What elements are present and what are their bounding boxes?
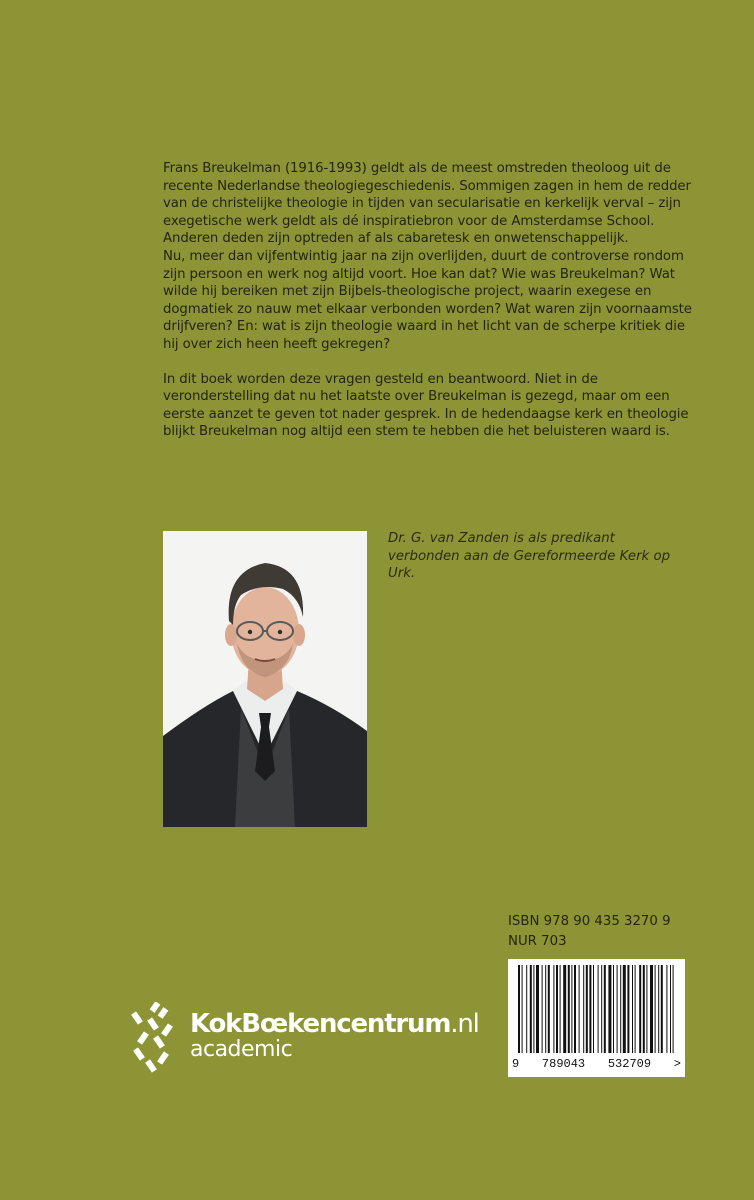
barcode-bar	[620, 965, 621, 1053]
barcode-bar	[627, 965, 629, 1053]
barcode-bar	[623, 965, 626, 1053]
isbn-block	[508, 912, 671, 951]
barcode-bar	[632, 965, 633, 1053]
isbn-barcode	[508, 959, 685, 1077]
barcode-bar	[661, 965, 663, 1053]
barcode-bar	[655, 965, 656, 1053]
barcode-bar	[574, 965, 576, 1053]
barcode-digit-lead: 9	[512, 1057, 520, 1071]
barcode-bars	[508, 959, 685, 1059]
barcode-bar	[639, 965, 641, 1053]
barcode-bar	[666, 965, 667, 1053]
barcode-bar	[530, 965, 532, 1053]
barcode-bar	[586, 965, 588, 1053]
barcode-bar	[533, 965, 534, 1053]
barcode-bar	[598, 965, 599, 1053]
barcode-bar	[522, 965, 523, 1053]
barcode-bar	[563, 965, 566, 1053]
barcode-bar	[583, 965, 584, 1053]
barcode-bar	[670, 965, 671, 1053]
barcode-bar	[646, 965, 647, 1053]
barcode-bar	[604, 965, 606, 1053]
barcode-bar	[608, 965, 611, 1053]
barcode-digit-group-2: 532709	[607, 1057, 652, 1071]
author-portrait-illustration	[163, 531, 367, 827]
barcode-bar	[542, 965, 543, 1053]
barcode-bar	[589, 965, 591, 1053]
barcode-bar	[650, 965, 653, 1053]
barcode-bar	[643, 965, 645, 1053]
barcode-bar	[571, 965, 572, 1053]
nur-code: NUR 703	[508, 933, 567, 949]
back-cover-blurb	[163, 160, 693, 441]
author-note: Dr. G. van Zanden is als predikant verbonden aan de Gereformeerde Kerk op Urk.	[388, 531, 671, 582]
barcode-bar	[601, 965, 602, 1053]
barcode-bar	[536, 965, 539, 1053]
publisher-logo	[190, 1010, 479, 1062]
stylized-x-figure-icon	[130, 1002, 178, 1074]
barcode-bar	[579, 965, 580, 1053]
isbn-number: ISBN 978 90 435 3270 9	[508, 914, 671, 929]
barcode-bar	[548, 965, 550, 1053]
barcode-bar	[658, 965, 659, 1053]
blurb-paragraph-1: Frans Breukelman (1916-1993) geldt als de meest omstreden theoloog uit de recente Nederlandse theologiegeschiedenis. Sommigen zagen in hem de redder van de christelijke theologie in tijden van secularisatie en kerkelijk verval – zijn exegetische werk geldt als dé inspiratiebron voor de Amsterdamse School. Anderen deden zijn optreden af als cabaretesk en onwetenschappelijk.	[163, 161, 691, 247]
blurb-paragraph-3: In dit boek worden deze vragen gesteld en beantwoord. Niet in de veronderstelling dat nu het laatste over Breukelman is gezegd, maar om een eerste aanzet te geven tot nader gesprek. In de hedendaagse kerk en theologie blijkt Breukelman nog altijd een stem te hebben die het beluisteren waard is.	[163, 371, 689, 440]
barcode-bar	[593, 965, 594, 1053]
barcode-bar	[568, 965, 570, 1053]
barcode-bar	[613, 965, 614, 1053]
barcode-bar	[635, 965, 636, 1053]
barcode-bar	[518, 965, 520, 1053]
publisher-brand	[190, 1010, 479, 1038]
barcode-bar	[553, 965, 554, 1053]
blurb-paragraph-2: Nu, meer dan vijfentwintig jaar na zijn overlijden, duurt de controverse rondom zijn persoon en werk nog altijd voort. Hoe kan dat? Wie was Breukelman? Wat wilde hij bereiken met zijn Bijbels-theologische project, waarin exegese en dogmatiek zo nauw met elkaar verbonden worden? Wat waren zijn voornaamste drijfveren? En: wat is zijn theologie waard in het licht van de scherpe kritiek die hij over zich heen heeft gekregen?	[163, 248, 692, 352]
barcode-bar	[545, 965, 546, 1053]
barcode-digit-group-1: 789043	[541, 1057, 586, 1071]
barcode-bar	[560, 965, 561, 1053]
barcode-digits	[508, 1057, 685, 1071]
barcode-bar	[526, 965, 527, 1053]
publisher-brand-name: KokBœkencentrum	[190, 1009, 451, 1039]
barcode-bar	[556, 965, 558, 1053]
barcode-bar	[617, 965, 618, 1053]
barcode-digit-end: >	[673, 1057, 681, 1071]
publisher-brand-tld: .nl	[450, 1009, 479, 1039]
publisher-subline: academic	[190, 1037, 293, 1062]
author-photo	[163, 531, 367, 827]
barcode-bar	[673, 965, 674, 1053]
